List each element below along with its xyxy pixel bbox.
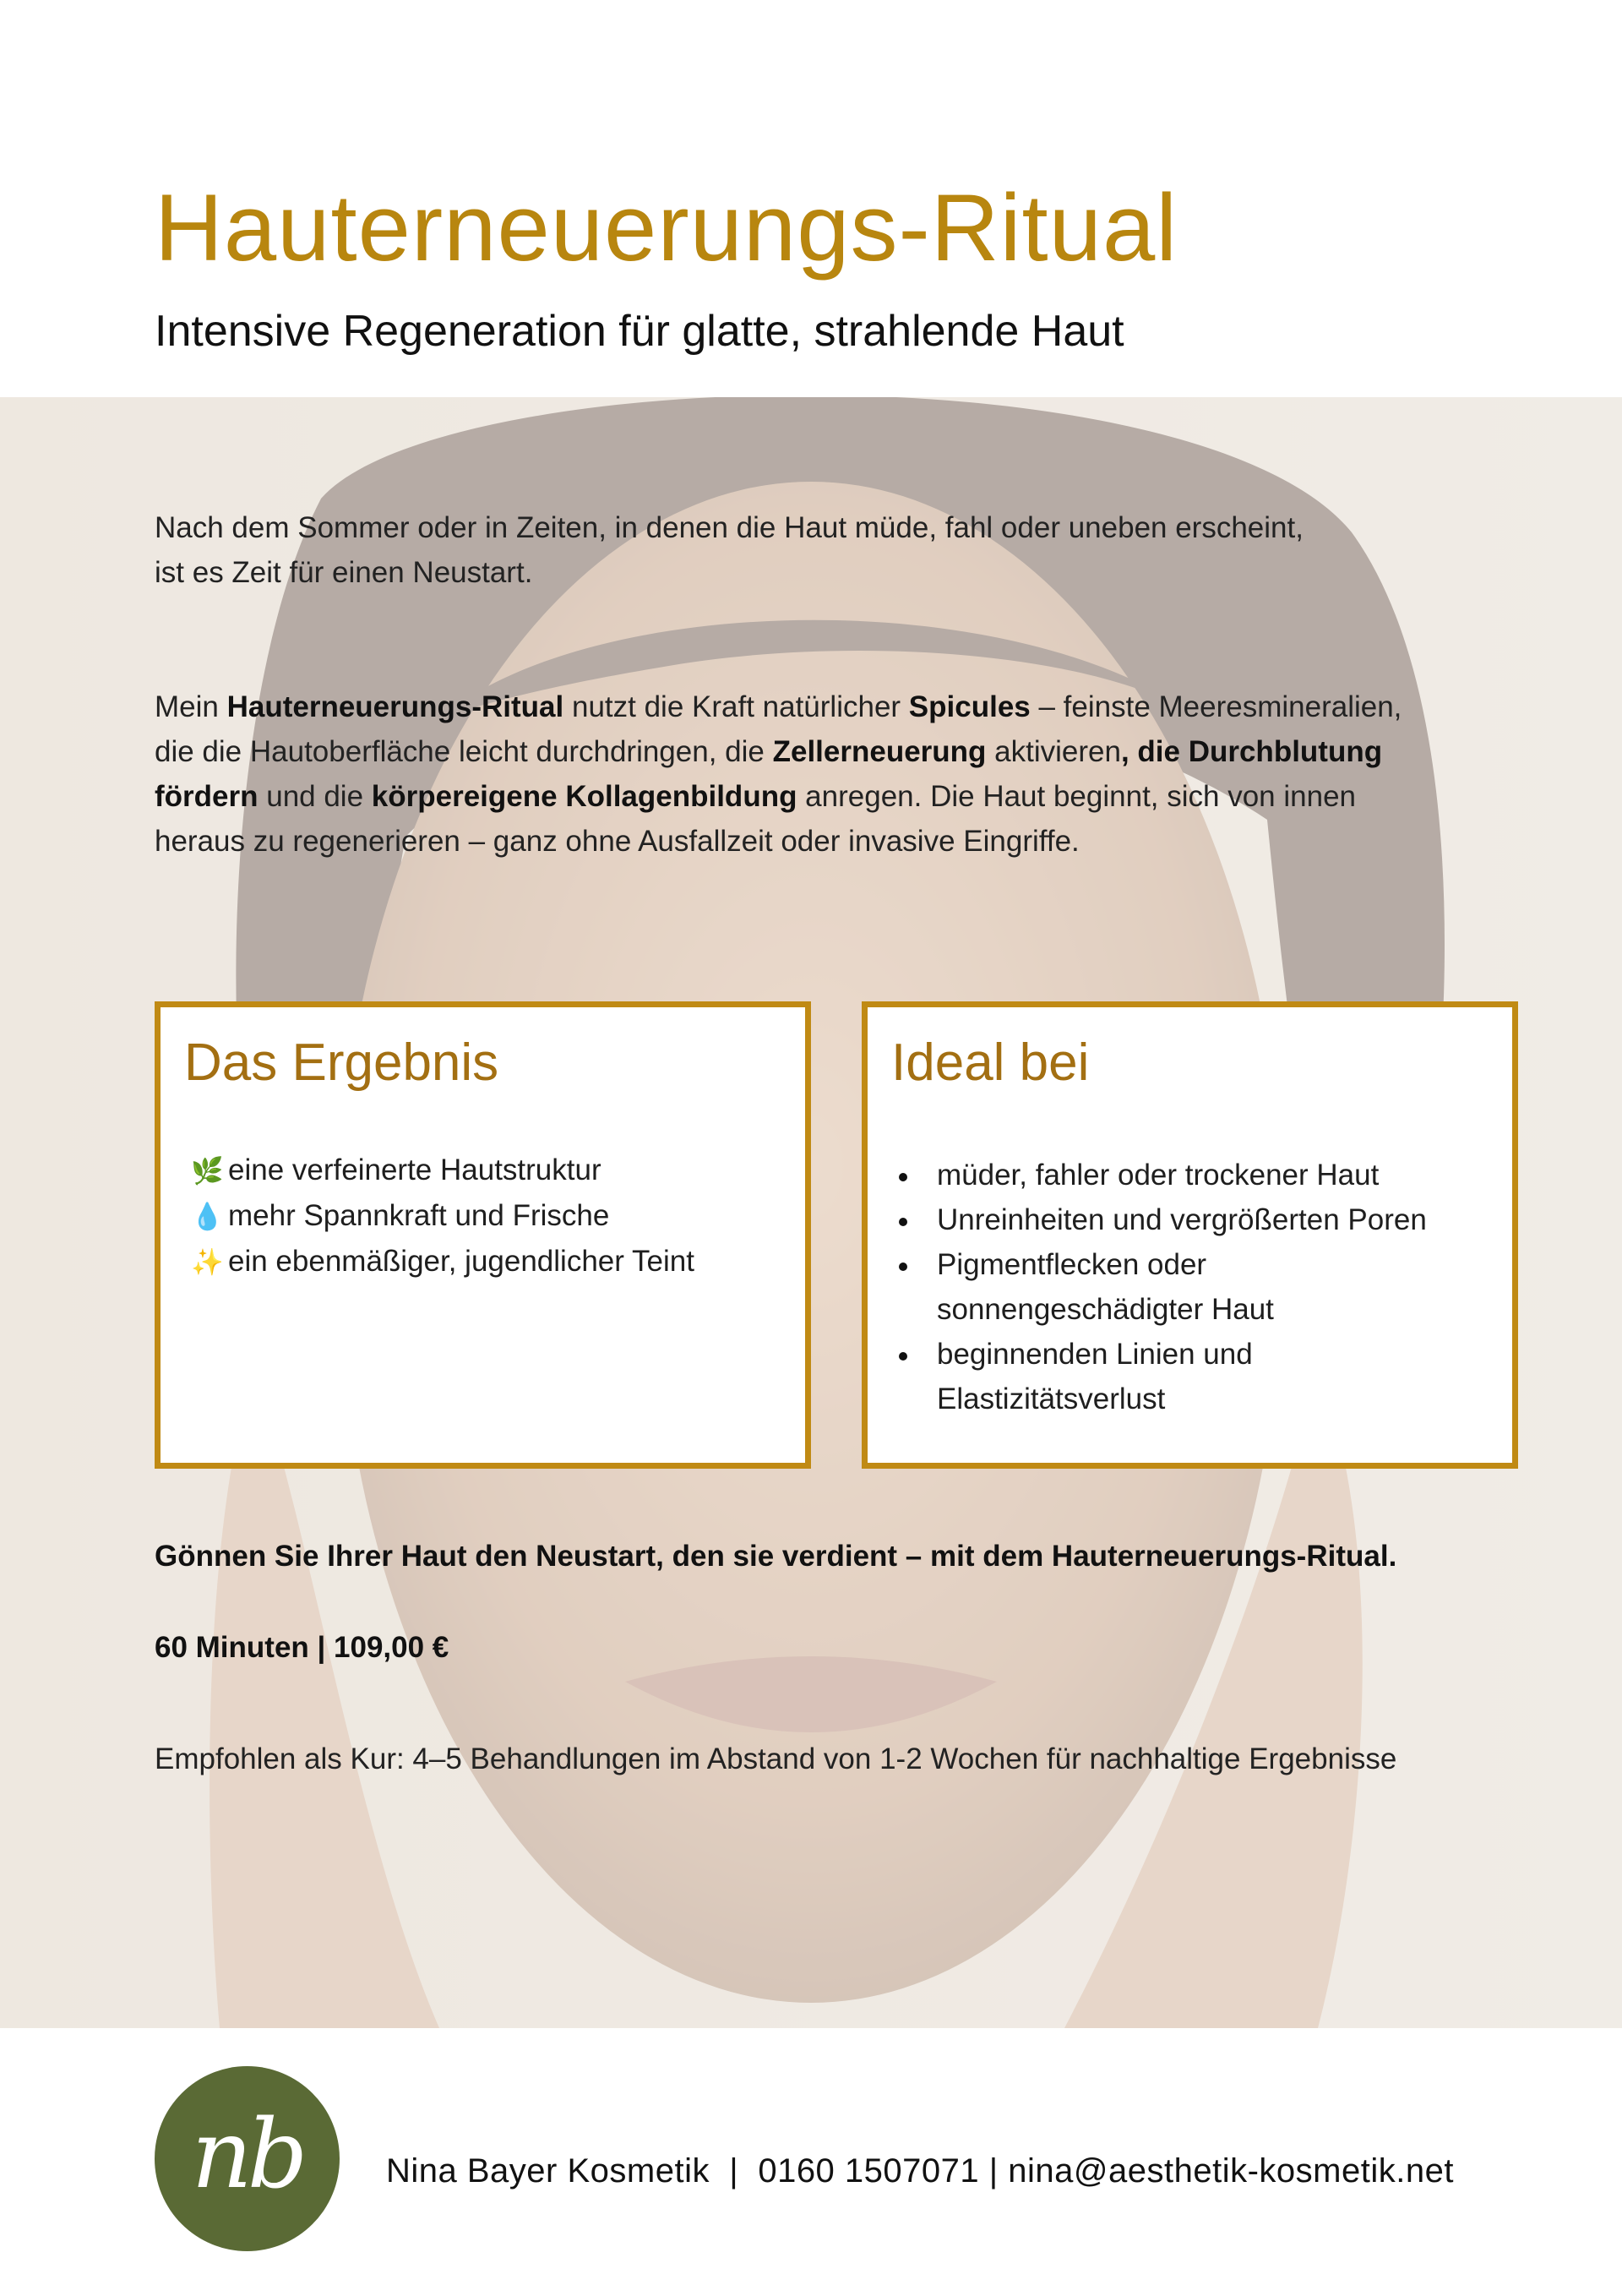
list-item: [191, 1193, 694, 1239]
description-highlight: Spicules: [908, 690, 1031, 723]
intro-paragraph: [155, 505, 1472, 595]
list-item-text: eine verfeinerte Hautstruktur: [228, 1153, 601, 1186]
description-text: Mein: [155, 690, 227, 723]
result-list: [191, 1148, 694, 1284]
page-title: Hauterneuerungs-Ritual: [155, 175, 1178, 281]
brand-logo-text: nb: [191, 2099, 303, 2210]
description-highlight: körpereigene Kollagenbildung: [371, 780, 797, 813]
description-text: aktivieren: [986, 735, 1121, 768]
intro-line-2: ist es Zeit für einen Neustart.: [155, 556, 533, 589]
description-highlight: , die Durchblutung fördern: [155, 735, 1383, 813]
description-paragraph: [155, 684, 1439, 864]
list-item: müder, fahler oder trockener Haut: [886, 1153, 1486, 1197]
description-text: anregen. Die Haut beginnt, sich von innen heraus zu regenerieren – ganz ohne Ausfallzeit oder invasive Eingriffe.: [155, 780, 1357, 858]
intro-line-1: Nach dem Sommer oder in Zeiten, in denen die Haut müde, fahl oder uneben erscheint,: [155, 511, 1304, 544]
brand-logo: [155, 2066, 340, 2251]
ideal-list: [886, 1153, 1486, 1421]
description-text: – feinste Meeresmineralien, die die Hautoberfläche leicht durchdringen, die: [155, 690, 1402, 768]
recommendation-text: Empfohlen als Kur: 4–5 Behandlungen im Abstand von 1-2 Wochen für nachhaltige Ergebnisse: [155, 1742, 1397, 1775]
description-highlight: Zellerneuerung: [772, 735, 987, 768]
list-item-text: ein ebenmäßiger, jugendlicher Teint: [228, 1245, 694, 1278]
description-highlight: Hauterneuerungs-Ritual: [226, 690, 564, 723]
description-text: und die: [258, 780, 372, 813]
list-item: [191, 1148, 694, 1193]
sparkles-icon: ✨: [191, 1247, 224, 1277]
list-item: beginnenden Linien und Elastizitätsverlust: [886, 1332, 1342, 1421]
list-item: Unreinheiten und vergrößerten Poren: [886, 1197, 1486, 1242]
description-text: nutzt die Kraft natürlicher: [563, 690, 909, 723]
ideal-box: [862, 1001, 1518, 1469]
result-box: [155, 1001, 811, 1469]
page-subtitle: Intensive Regeneration für glatte, strahlende Haut: [155, 307, 1124, 356]
list-item-text: mehr Spannkraft und Frische: [228, 1199, 610, 1232]
result-box-heading: Das Ergebnis: [184, 1033, 499, 1092]
droplet-icon: 💧: [191, 1202, 224, 1231]
cta-headline: Gönnen Sie Ihrer Haut den Neustart, den sie verdient – mit dem Hauterneuerungs-Ritual.: [155, 1540, 1397, 1573]
list-item: Pigmentflecken oder sonnengeschädigter Haut: [886, 1242, 1292, 1332]
herb-icon: 🌿: [191, 1156, 224, 1186]
ideal-box-heading: Ideal bei: [891, 1033, 1090, 1092]
price-info: 60 Minuten | 109,00 €: [155, 1631, 449, 1664]
list-item: [191, 1239, 694, 1284]
footer-contact: Nina Bayer Kosmetik | 0160 1507071 | nina@aesthetik-kosmetik.net: [386, 2152, 1454, 2190]
